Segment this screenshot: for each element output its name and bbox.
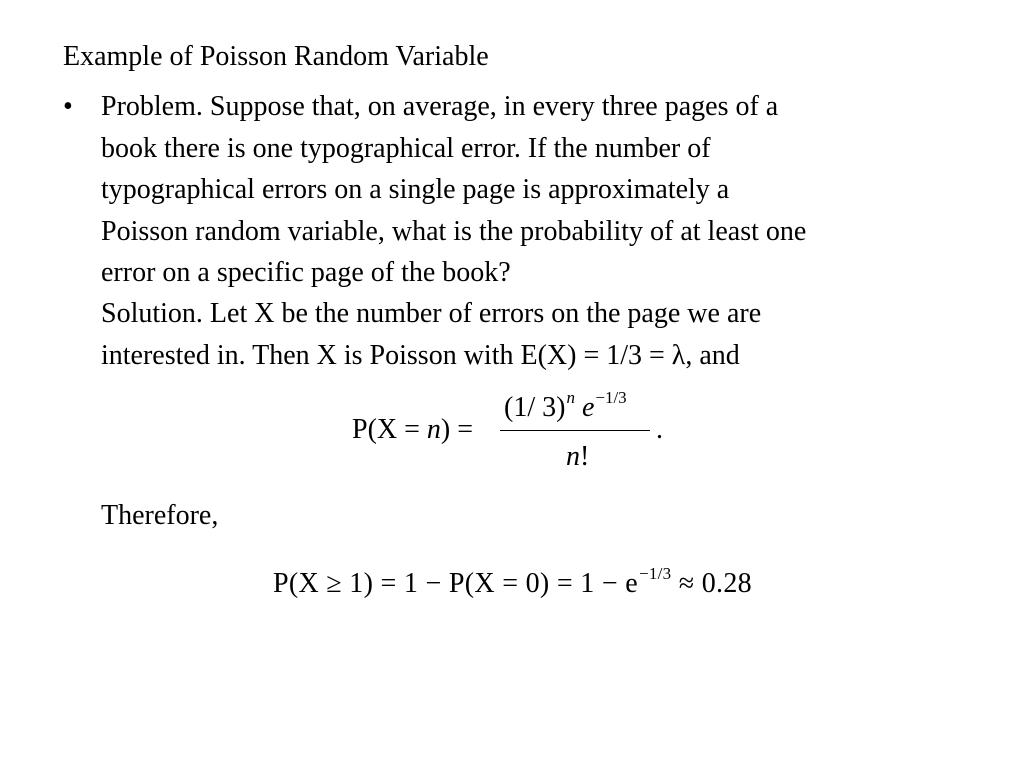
denominator-suffix: !: [580, 441, 590, 472]
problem-line: error on a specific page of the book?: [101, 257, 511, 288]
fraction-bar: [500, 430, 650, 431]
numerator-base: (1/ 3): [504, 392, 566, 423]
solution-paragraph: [101, 293, 1001, 376]
solution-line: Solution. Let X be the number of errors on the page we are: [101, 298, 762, 329]
bullet-marker: •: [63, 91, 73, 122]
probability-result-equation: [273, 566, 752, 605]
solution-line: interested in. Then X is Poisson with E(X) = 1/3 = λ, and: [101, 339, 740, 371]
equation-period: .: [656, 414, 663, 445]
problem-paragraph: [101, 86, 1001, 294]
result-equation-exponent: −1/3: [638, 564, 672, 583]
result-equation-main: P(X ≥ 1) = 1 − P(X = 0) = 1 − e: [273, 568, 638, 599]
problem-line: Poisson random variable, what is the probability of at least one: [101, 215, 807, 247]
problem-line: book there is one typographical error. If the number of: [101, 132, 711, 164]
slide-title: Example of Poisson Random Variable: [63, 41, 489, 72]
numerator-exponent: n: [566, 388, 575, 407]
equation-lhs-prefix: P(X =: [352, 414, 427, 445]
problem-line: typographical errors on a single page is approximately a: [101, 174, 730, 205]
equation-lhs-suffix: ) =: [440, 414, 474, 445]
fraction-numerator: [504, 388, 627, 428]
result-equation-tail: ≈ 0.28: [671, 568, 752, 599]
therefore-text: [101, 495, 1001, 537]
problem-line: Problem. Suppose that, on average, in every three pages of a: [101, 91, 779, 122]
denominator-variable: n: [566, 441, 580, 472]
numerator-e-exponent: −1/3: [595, 388, 627, 407]
equation-lhs-variable: n: [426, 414, 441, 445]
equation-lhs: [352, 413, 473, 447]
fraction-denominator: [566, 440, 589, 474]
therefore-line: Therefore,: [101, 500, 219, 531]
numerator-e: e: [581, 392, 595, 423]
